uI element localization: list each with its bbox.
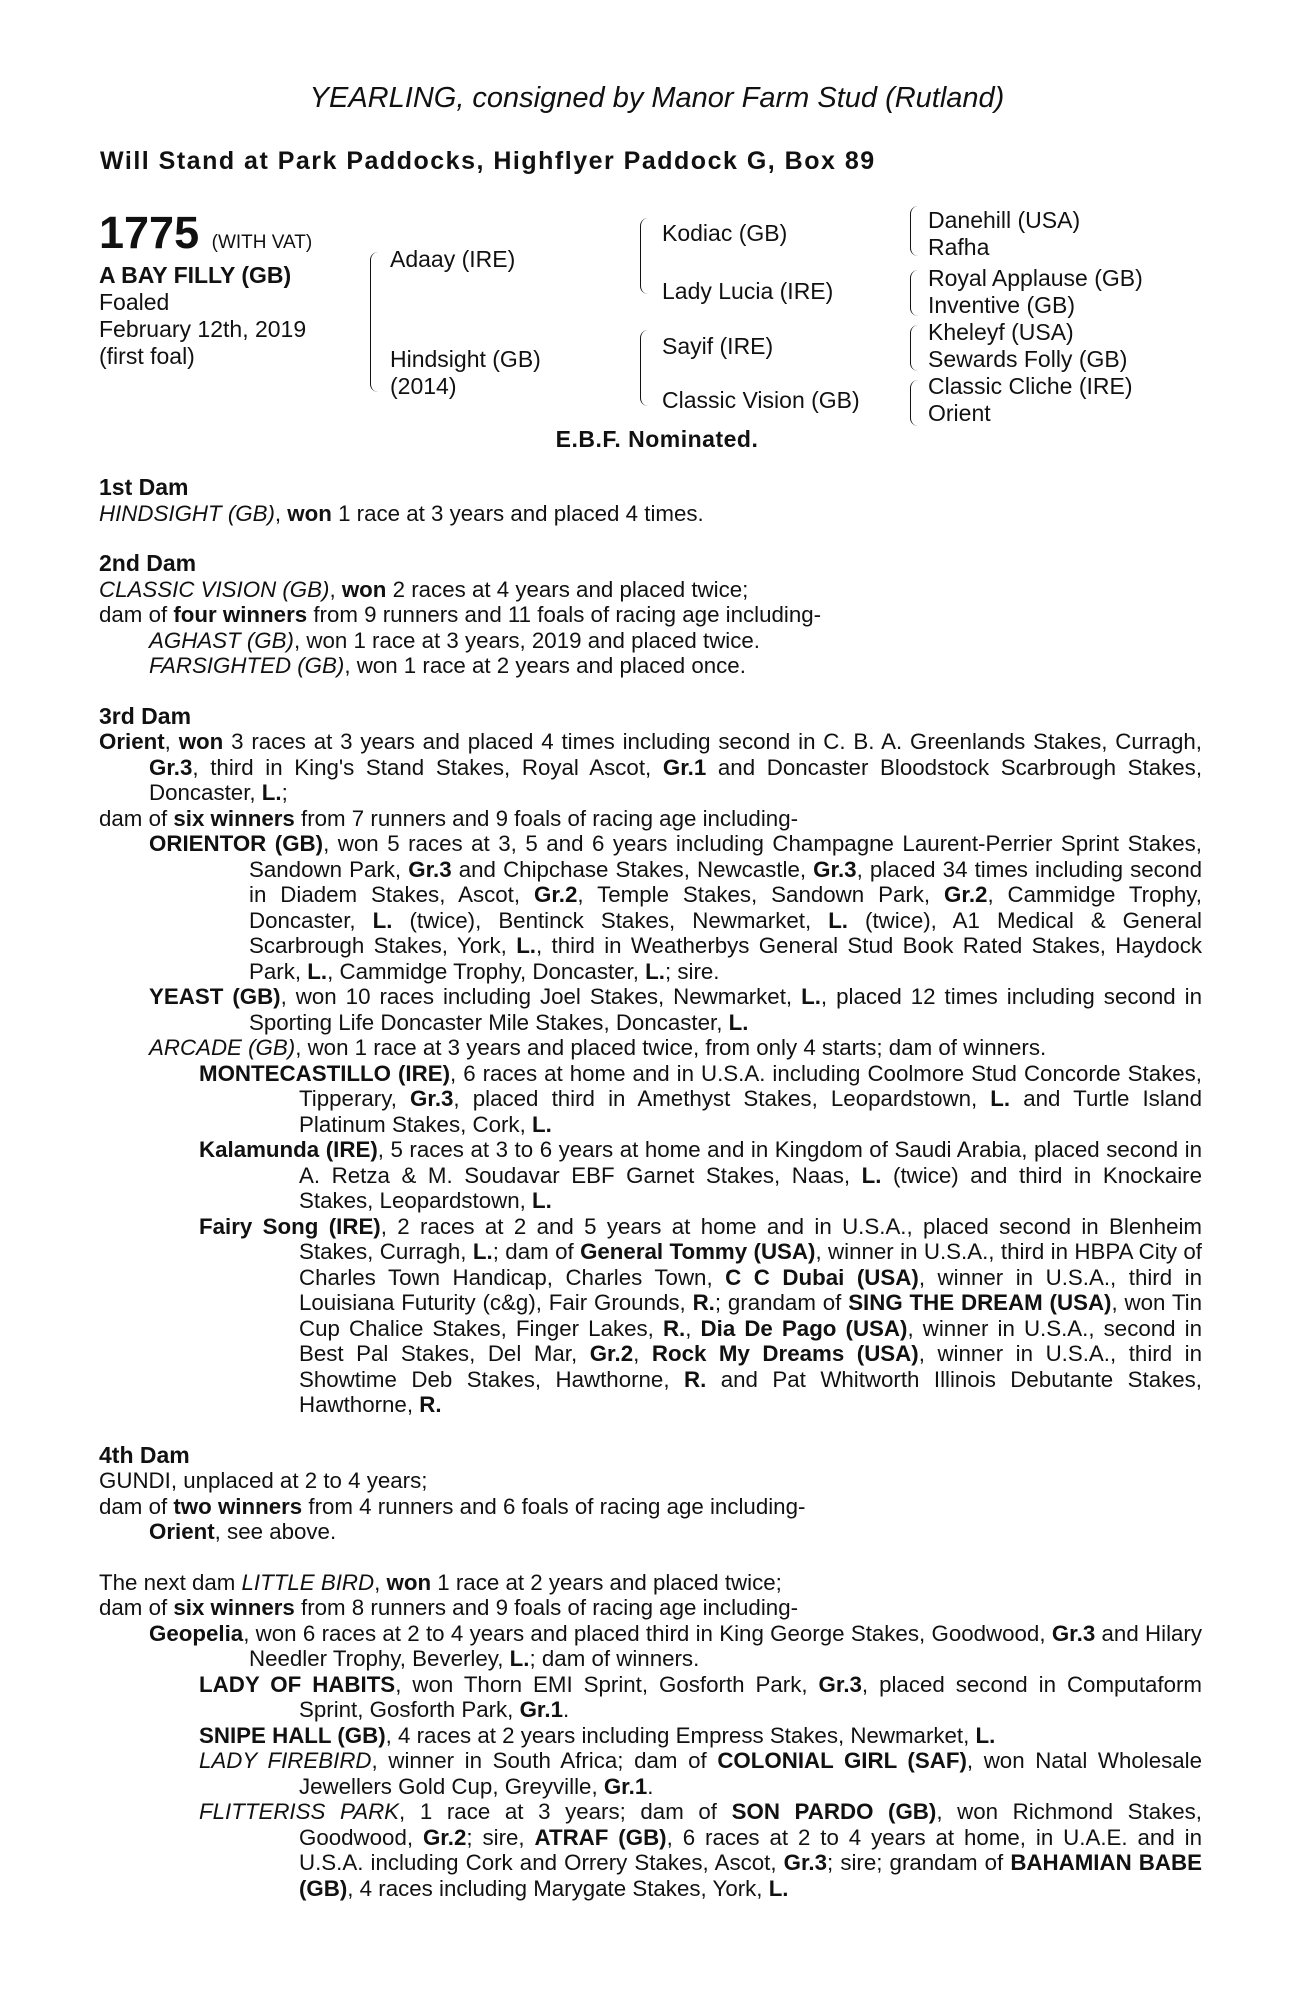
second-dam-produce: AGHAST (GB), won 1 race at 3 years, 2019 and placed twice. xyxy=(149,627,760,653)
sire-name: Adaay (IRE) xyxy=(390,246,516,272)
foaled-label: Foaled xyxy=(99,289,170,315)
pedigree-brace xyxy=(370,252,379,392)
g3-classic-cliche: Classic Cliche (IRE) xyxy=(928,373,1133,399)
third-dam-produce: ORIENTOR (GB), won 5 races at 3, 5 and 6 years including Champagne Laurent-Perrier Sprint Stakes, Sandown Park, Gr.3 and Chipchase Stakes, Newcastle, Gr.3, placed 34 times including second in Diadem Stakes, Ascot, Gr.2, Temple Stakes, Sandown Park, Gr.2, Cammidge Trophy, Doncaster, L. (twice), Bentinck Stakes, Newmarket, L. (twice), A1 Medical & General Scarbrough Stakes, York, L., third in Weatherbys General Stud Book Rated Stakes, Haydock Park, L., Cammidge Trophy, Doncaster, L.; sire. xyxy=(149,831,1203,984)
third-dam-heading: 3rd Dam xyxy=(99,702,192,729)
third-dam-produce: YEAST (GB), won 10 races including Joel Stakes, Newmarket, L., placed 12 times including second in Sporting Life Doncaster Mile Stakes, Doncaster, L. xyxy=(149,984,1203,1035)
third-dam-grandproduce: MONTECASTILLO (IRE), 6 races at home and in U.S.A. including Coolmore Stud Concorde Stakes, Tipperary, Gr.3, placed third in Amethyst Stakes, Leopardstown, L. and Turtle Island Platinum Stakes, Cork, L. xyxy=(199,1060,1202,1137)
next-dam-produce: Geopelia, won 6 races at 2 to 4 years and placed third in King George Stakes, Goodwood, Gr.3 and Hilary Needler Trophy, Beverley, L.; dam of winners. xyxy=(149,1620,1202,1671)
foaled-date: February 12th, 2019 xyxy=(99,316,307,342)
sire-dam: Lady Lucia (IRE) xyxy=(662,278,834,304)
third-dam-line: dam of six winners from 7 runners and 9 foals of racing age including- xyxy=(99,805,799,831)
g3-danehill: Danehill (USA) xyxy=(928,207,1081,233)
second-dam-heading: 2nd Dam xyxy=(99,550,197,576)
next-dam-grandproduce: SNIPE HALL (GB), 4 races at 2 years including Empress Stakes, Newmarket, L. xyxy=(199,1722,996,1748)
fourth-dam-produce: Orient, see above. xyxy=(149,1519,337,1544)
pedigree-brace xyxy=(910,206,918,256)
first-dam-text: HINDSIGHT (GB), won 1 race at 3 years and placed 4 times. xyxy=(99,500,704,526)
lot-name: A BAY FILLY (GB) xyxy=(99,262,292,288)
g3-kheleyf: Kheleyf (USA) xyxy=(928,319,1074,345)
g3-sewards-folly: Sewards Folly (GB) xyxy=(928,346,1128,372)
fourth-dam-line: dam of two winners from 4 runners and 6 foals of racing age including- xyxy=(99,1493,806,1519)
dam-sire: Sayif (IRE) xyxy=(662,333,774,359)
next-dam-grandproduce: LADY FIREBIRD, winner in South Africa; dam of COLONIAL GIRL (SAF), won Natal Wholesale Jewellers Gold Cup, Greyville, Gr.1. xyxy=(199,1748,1203,1799)
g3-royal-applause: Royal Applause (GB) xyxy=(928,265,1143,291)
dam-dam: Classic Vision (GB) xyxy=(662,387,860,413)
g3-orient: Orient xyxy=(928,400,991,426)
dam-year: (2014) xyxy=(390,373,457,399)
stand-location: Will Stand at Park Paddocks, Highflyer Paddock G, Box 89 xyxy=(100,147,876,175)
first-dam-heading: 1st Dam xyxy=(99,474,189,500)
lot-number-block xyxy=(99,207,313,258)
sire-sire: Kodiac (GB) xyxy=(662,220,788,246)
pedigree-brace xyxy=(910,270,918,316)
ebf-nominated: E.B.F. Nominated. xyxy=(555,426,759,452)
dam-name: Hindsight (GB) xyxy=(390,346,541,372)
vat-note: (WITH VAT) xyxy=(211,232,313,253)
page-title: YEARLING, consigned by Manor Farm Stud (Rutland) xyxy=(309,82,1005,114)
second-dam-produce: FARSIGHTED (GB), won 1 race at 2 years and placed once. xyxy=(149,653,746,678)
catalogue-body xyxy=(99,475,1202,1901)
g3-inventive: Inventive (GB) xyxy=(928,292,1075,318)
next-dam-grandproduce: LADY OF HABITS, won Thorn EMI Sprint, Gosforth Park, Gr.3, placed second in Computaform Sprint, Gosforth Park, Gr.1. xyxy=(199,1671,1203,1722)
pedigree-brace xyxy=(910,325,918,371)
second-dam-line: dam of four winners from 9 runners and 11 foals of racing age including- xyxy=(99,602,822,627)
lot-info xyxy=(99,262,306,370)
g3-rafha: Rafha xyxy=(928,234,990,260)
third-dam-grandproduce: Kalamunda (IRE), 5 races at 3 to 6 years at home and in Kingdom of Saudi Arabia, placed second in A. Retza & M. Soudavar EBF Garnet Stakes, Naas, L. (twice) and third in Knockaire Stakes, Leopardstown, L. xyxy=(199,1137,1203,1213)
third-dam-produce: ARCADE (GB), won 1 race at 3 years and placed twice, from only 4 starts; dam of winners. xyxy=(149,1035,1047,1060)
foal-note: (first foal) xyxy=(99,343,195,369)
third-dam-line: Orient, won 3 races at 3 years and placed 4 times including second in C. B. A. Greenlands Stakes, Curragh, Gr.3, third in King's Stand Stakes, Royal Ascot, Gr.1 and Doncaster Bloodstock Scarbrough Stakes, Doncaster, L.; xyxy=(99,729,1203,805)
next-dam-line: dam of six winners from 8 runners and 9 foals of racing age including- xyxy=(99,1595,799,1620)
lot-number: 1775 xyxy=(99,207,200,258)
pedigree-brace xyxy=(910,380,918,426)
next-dam-line: The next dam LITTLE BIRD, won 1 race at 2 years and placed twice; xyxy=(99,1569,782,1595)
pedigree-brace xyxy=(640,330,649,406)
second-dam-line: CLASSIC VISION (GB), won 2 races at 4 years and placed twice; xyxy=(99,576,749,602)
pedigree-brace xyxy=(640,218,649,294)
fourth-dam-heading: 4th Dam xyxy=(99,1441,190,1468)
fourth-dam-line: GUNDI, unplaced at 2 to 4 years; xyxy=(99,1468,428,1493)
next-dam-grandproduce: FLITTERISS PARK, 1 race at 3 years; dam of SON PARDO (GB), won Richmond Stakes, Goodwood, Gr.2; sire, ATRAF (GB), 6 races at 2 to 4 years at home, in U.A.E. and in U.S.A. including Cork and Orrery Stakes, Ascot, Gr.3; sire; grandam of BAHAMIAN BABE (GB), 4 races including Marygate Stakes, York, L. xyxy=(199,1799,1203,1901)
third-dam-grandproduce: Fairy Song (IRE), 2 races at 2 and 5 years at home and in U.S.A., placed second in Blenheim Stakes, Curragh, L.; dam of General Tommy (USA), winner in U.S.A., third in HBPA City of Charles Town Handicap, Charles Town, C C Dubai (USA), winner in U.S.A., third in Louisiana Futurity (c&g), Fair Grounds, R.; grandam of SING THE DREAM (USA), won Tin Cup Chalice Stakes, Finger Lakes, R., Dia De Pago (USA), winner in U.S.A., second in Best Pal Stakes, Del Mar, Gr.2, Rock My Dreams (USA), winner in U.S.A., third in Showtime Deb Stakes, Hawthorne, R. and Pat Whitworth Illinois Debutante Stakes, Hawthorne, R. xyxy=(199,1213,1203,1417)
